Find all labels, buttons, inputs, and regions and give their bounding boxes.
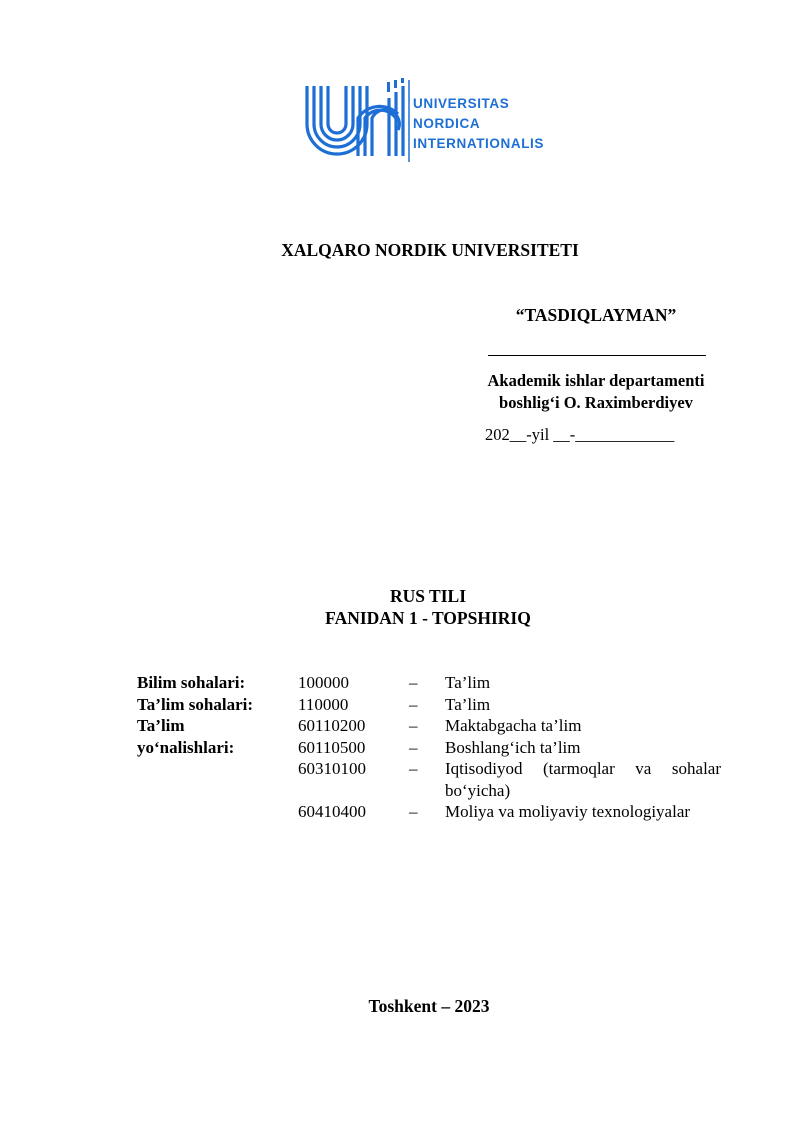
approval-title: “TASDIQLAYMAN” xyxy=(515,305,677,325)
approval-signatory xyxy=(465,370,727,414)
info-row xyxy=(137,694,721,716)
info-code: 100000 xyxy=(298,673,349,692)
logo-line-3: INTERNATIONALIS xyxy=(413,136,544,151)
logo-line-2: NORDICA xyxy=(413,116,481,131)
info-table xyxy=(137,672,721,823)
info-desc: Ta’lim xyxy=(445,694,491,714)
info-dash: – xyxy=(409,673,418,692)
info-row xyxy=(137,758,721,801)
info-label: Bilim sohalari: xyxy=(137,673,246,692)
info-label: Ta’lim sohalari: xyxy=(137,694,254,714)
info-code: 60110200 xyxy=(298,716,366,735)
un-logo-icon xyxy=(303,78,411,164)
approval-dept-line-2: boshlig‘i O. Raximberdiyev xyxy=(499,393,693,412)
info-label: Ta’lim xyxy=(137,716,185,735)
info-desc: Iqtisodiyod (tarmoqlar va sohalar bo‘yicha) xyxy=(445,759,721,800)
info-row xyxy=(137,737,721,759)
info-row xyxy=(137,801,721,823)
info-desc: Moliya va moliyaviy texnologiyalar xyxy=(445,802,691,821)
university-name: XALQARO NORDIK UNIVERSITETI xyxy=(281,240,579,260)
info-dash: – xyxy=(409,759,418,778)
info-code: 110000 xyxy=(298,694,349,714)
info-code: 60310100 xyxy=(298,759,366,778)
approval-dept-line-1: Akademik ishlar departamenti xyxy=(487,371,705,390)
university-logo xyxy=(303,78,563,164)
info-desc: Maktabgacha ta’lim xyxy=(445,716,582,735)
info-code: 60110500 xyxy=(298,737,366,757)
logo-line-1: UNIVERSITAS xyxy=(413,96,510,111)
logo-wordmark xyxy=(413,94,544,154)
info-dash: – xyxy=(409,716,418,735)
subject-title: RUS TILI xyxy=(389,586,467,606)
info-dash: – xyxy=(409,737,418,757)
info-label: yo‘nalishlari: xyxy=(137,737,235,757)
info-row xyxy=(137,715,721,737)
info-code: 60410400 xyxy=(298,802,366,821)
signature-line xyxy=(488,331,706,356)
info-desc: Ta’lim xyxy=(445,673,491,692)
info-row xyxy=(137,672,721,694)
assignment-title: FANIDAN 1 - TOPSHIRIQ xyxy=(325,608,531,628)
city-year: Toshkent – 2023 xyxy=(368,996,490,1016)
info-dash: – xyxy=(409,802,418,821)
info-desc: Boshlang‘ich ta’lim xyxy=(445,737,581,757)
approval-date: 202__-yil __-____________ xyxy=(485,425,675,444)
info-dash: – xyxy=(409,694,418,714)
